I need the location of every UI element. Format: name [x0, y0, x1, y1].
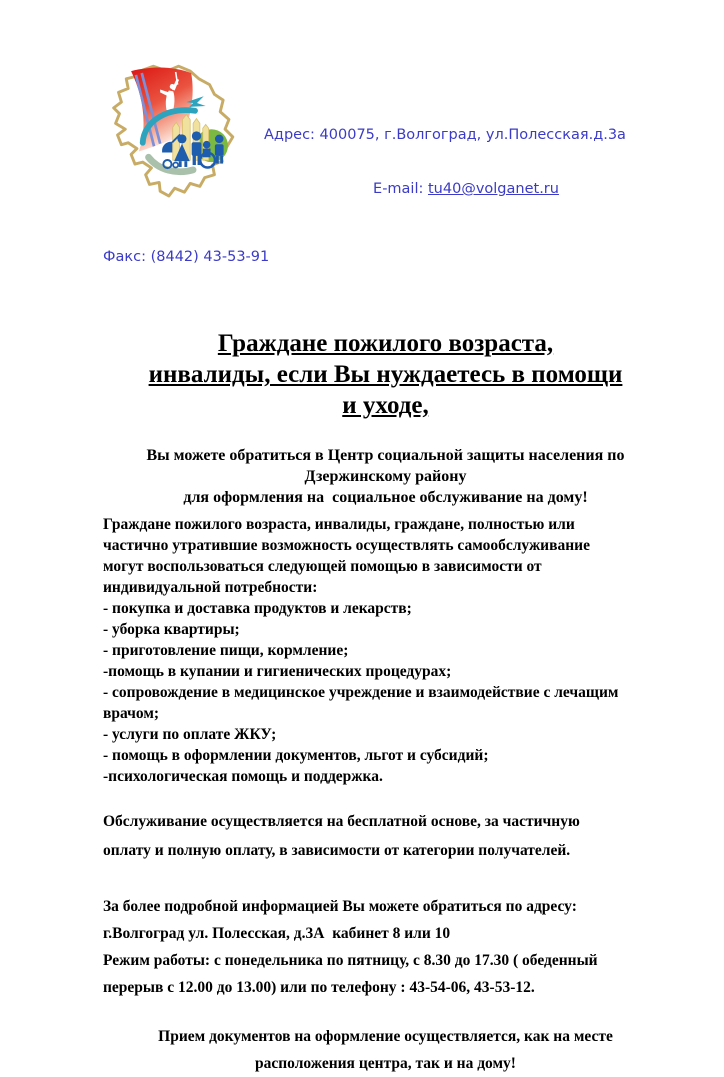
- email-link[interactable]: tu40@volganet.ru: [428, 181, 559, 197]
- text-line: - помощь в оформлении документов, льгот и субсидий;: [103, 747, 489, 764]
- address-line: Адрес: 400075, г.Волгоград, ул.Полесская.д.3а: [264, 127, 626, 143]
- text-line: инвалиды, если Вы нуждаетесь в помощи: [148, 361, 623, 388]
- text-line: Дзержинскому району: [304, 468, 467, 485]
- payment-paragraph: [103, 807, 668, 865]
- text-line: перерыв с 12.00 до 13.00) или по телефону : 43-54-06, 43-53-12.: [103, 979, 535, 996]
- text-line: г.Волгоград ул. Полесская, д.3А кабинет 8 или 10: [103, 925, 451, 942]
- text-line: и уходе,: [342, 392, 429, 419]
- text-line: Вы можете обратиться в Центр социальной защиты населения по: [146, 447, 625, 464]
- text-line: врачом;: [103, 705, 160, 722]
- contact-info-paragraph: [103, 893, 668, 1001]
- text-line: расположения центра, так и на дому!: [255, 1055, 516, 1072]
- text-line: - услуги по оплате ЖКУ;: [103, 726, 277, 743]
- text-line: Граждане пожилого возраста, инвалиды, граждане, полностью или: [103, 516, 575, 533]
- page-title: [103, 328, 668, 421]
- text-line: Обслуживание осуществляется на бесплатной основе, за частичную: [103, 813, 580, 830]
- text-line: Режим работы: с понедельника по пятницу, с 8.30 до 17.30 ( обеденный: [103, 952, 598, 969]
- subtitle: [103, 445, 668, 508]
- fax-line: Факс: (8442) 43-53-91: [103, 249, 270, 265]
- intro-paragraph: [103, 514, 668, 598]
- text-line: - приготовление пищи, кормление;: [103, 642, 349, 659]
- text-line: оплату и полную оплату, в зависимости от категории получателей.: [103, 842, 571, 859]
- closing-paragraph: [103, 1023, 668, 1077]
- org-logo-graphic: [103, 60, 258, 210]
- org-logo: [103, 60, 258, 210]
- text-line: - покупка и доставка продуктов и лекарств;: [103, 600, 412, 617]
- text-line: -помощь в купании и гигиенических процедурах;: [103, 663, 452, 680]
- text-line: -психологическая помощь и поддержка.: [103, 768, 383, 785]
- text-line: могут воспользоваться следующей помощью в зависимости от: [103, 558, 542, 575]
- text-line: Прием документов на оформление осуществляется, как на месте: [158, 1028, 613, 1045]
- text-line: - сопровождение в медицинское учреждение и взаимодействие с лечащим: [103, 684, 619, 701]
- text-line: Граждане пожилого возраста,: [217, 330, 554, 357]
- text-line: - уборка квартиры;: [103, 621, 240, 638]
- text-line: для оформления на социальное обслуживание на дому!: [183, 489, 588, 506]
- email-label: E-mail:: [373, 181, 428, 197]
- text-line: частично утратившие возможность осуществлять самообслуживание: [103, 537, 590, 554]
- text-line: За более подробной информацией Вы можете обратиться по адресу:: [103, 898, 577, 915]
- services-list: [103, 598, 668, 787]
- text-line: индивидуальной потребности:: [103, 579, 318, 596]
